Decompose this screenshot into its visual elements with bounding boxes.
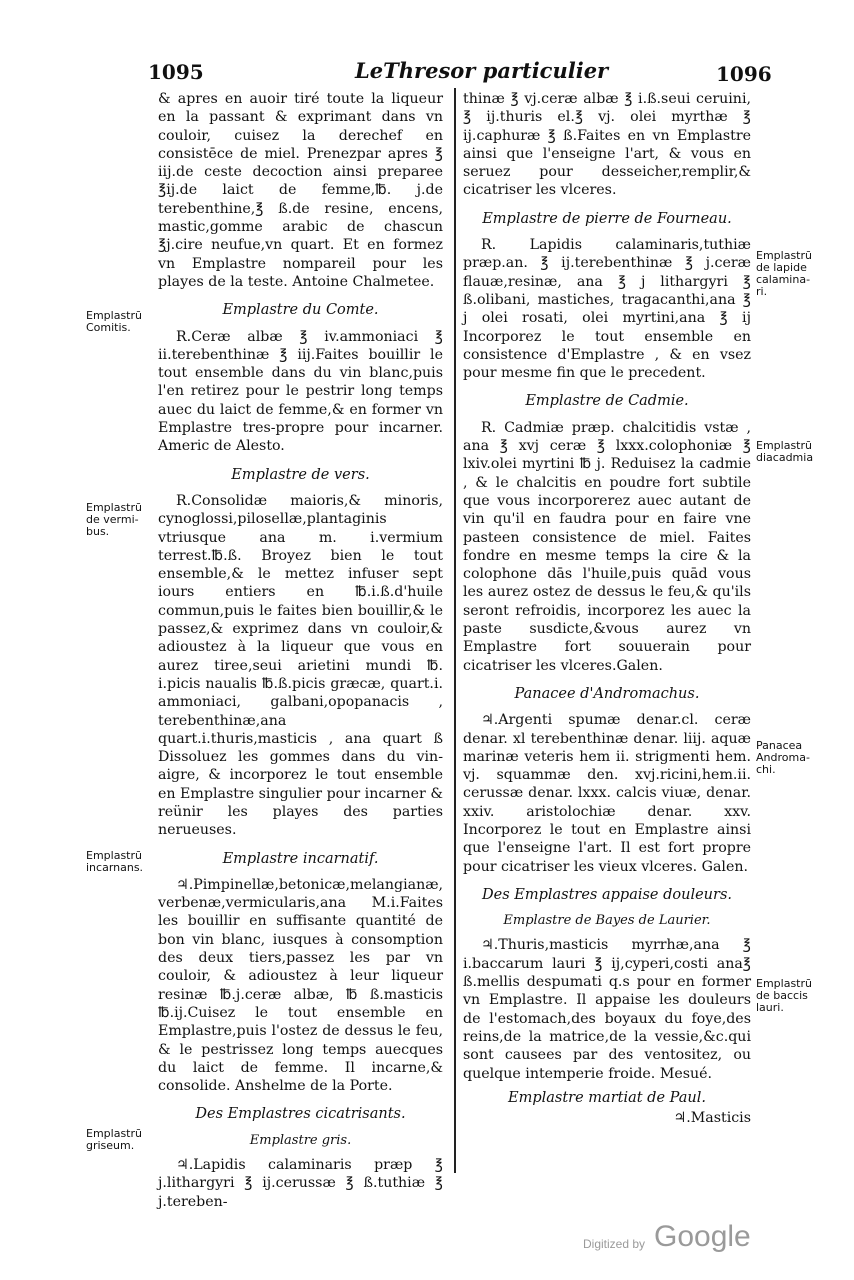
margin-note: Emplastrū de lapide calamina- ri. (756, 249, 812, 298)
section-heading: Panacee d'Andromachus. (514, 685, 700, 702)
section-heading: Emplastre de Cadmie. (525, 393, 689, 410)
margin-note: Emplastrū de baccis lauri. (756, 977, 812, 1014)
margin-note: Panacea Androma- chi. (756, 739, 810, 776)
paragraph: R.Ceræ albæ ℥ iv.ammoniaci ℥ ii.terebenthinæ ℥ iij.Faites bouillir le tout ensemble dans du vin blanc,puis l'en retirez pour le pestrir long temps auec du laict de femme,& en former vn Emplastre tres-propre pour incarner. Americ de Alesto. (158, 328, 443, 455)
margin-note: Emplastrū incarnans. (86, 849, 144, 874)
margin-note: Emplastrū de vermi- bus. (86, 501, 142, 538)
paragraph: ♃.Pimpinellæ,betonicæ,melangianæ, verbenæ,vermicularis,ana M.i.Faites les bouillir en suffisante quantité de bon vin blanc, iusques à consomption des deux tiers,passez les par vn couloir, & adioustez à leur liqueur resinæ ℔.j.ceræ albæ, ℔ ß.masticis ℔.ij.Cuisez le tout ensemble en Emplastre,puis l'ostez de dessus le feu, & le pestrissez long temps auecques du laict de femme. Il incarne,& consolide. Anshelme de la Porte. (158, 876, 444, 1095)
left-column (158, 90, 443, 1211)
section-heading: Emplastre de pierre de Fourneau. (482, 210, 732, 227)
section-heading: Emplastre incarnatif. (222, 850, 379, 867)
margin-note: Emplastrū griseum. (86, 1127, 142, 1152)
section-heading: Emplastre du Comte. (222, 302, 379, 319)
digitized-by-text: Digitized by (583, 1237, 646, 1251)
paragraph: ♃.Lapidis calaminaris præp ℥ j.lithargyri ℥ ij.cerussæ ℥ ß.tuthiæ ℥ j.tereben- (158, 1157, 443, 1210)
paragraph: ♃.Argenti spumæ denar.cl. ceræ denar. xl terebenthinæ denar. liij. aquæ marinæ veteris hem ii. strigmenti hem. vj. squammæ den. xvj.ricini,hem.ii. cerussæ denar. lxxx. calcis viuæ, denar. xxiv. aristolochiæ denar. xxv. Incorporez le tout en Emplastre ainsi que l'enseigne l'art. Il est fort propre pour cicatriser les vieux vlceres. Galen. (463, 712, 751, 875)
subsection-heading: Emplastre de Bayes de Laurier. (503, 913, 711, 929)
paragraph: R. Lapidis calaminaris,tuthiæ præp.an. ℥ ij.terebenthinæ ℥ j.ceræ flauæ,resinæ, ana ℥ j lithargyri ℥ ß.olibani, mastiches, tragacanthi,ana ℥ j olei rosati, olei myrtini,ana ℥ ij Incorporez le tout ensemble en consistence d'Emplastre , & en vsez pour mesme fin que le precedent. (463, 237, 751, 382)
right-column (463, 90, 751, 1127)
paragraph: R.Consolidæ maioris,& minoris, cynoglossi,pilosellæ,plantaginis vtriusque ana m. i.vermium terrest.℔.ß. Broyez bien le tout ensemble,& le mettez infuser sept iours entiers en ℔.i.ß.d'huile commun,puis le faites bien bouillir,& le passez,& exprimez dans vn couloir,& adioustez à la liqueur que vous en aurez tiree,seui arietini mundi ℔. i.picis naualis ℔.ß.picis græcæ, quart.i. ammoniaci, galbani,opopanacis , terebenthinæ,ana quart.i.thuris,masticis , ana quart ß Dissoluez les gommes dans du vin-aigre, & incorporez le tout ensemble en Emplastre singulier pour incarner & reünir les playes des parties nerueuses. (158, 492, 443, 839)
page-number-left: 1095 (148, 60, 204, 84)
subsection-heading: Emplastre gris. (249, 1132, 352, 1148)
column-divider (454, 88, 456, 1173)
paragraph: & apres en auoir tiré toute la liqueur en la passant & exprimant dans vn couloir, cuisez la derechef en consistēce de miel. Prenezpar apres ℥ iij.de ceste decoction ainsi preparee ℥ij.de laict de femme,℔. j.de terebenthine,℥ ß.de resine, encens, mastic,gomme arabic de chascun ℥j.cire neufue,vn quart. Et en formez vn Emplastre nompareil pour les playes de la teste. Antoine Chalmetee. (158, 91, 443, 290)
catchword: ♃.Masticis (673, 1110, 751, 1127)
margin-note: Emplastrū Comitis. (86, 309, 142, 334)
margin-note: Emplastrū diacadmia (756, 439, 814, 464)
section-heading: Emplastre de vers. (231, 466, 370, 483)
page-number-right: 1096 (716, 62, 772, 86)
section-heading: Des Emplastres appaise douleurs. (482, 886, 732, 903)
google-logo: Google (654, 1220, 751, 1253)
running-title: LeThresor particulier (355, 58, 609, 83)
section-heading: Des Emplastres cicatrisants. (195, 1106, 406, 1123)
paragraph: R. Cadmiæ præp. chalcitidis vstæ , ana ℥ xvj ceræ ℥ lxxx.colophoniæ ℥ lxiv.olei myrtini ℔ j. Reduisez la cadmie , & le chalcitis en poudre fort subtile que vous incorporerez auec autant de vin qu'il en faudra pour en faire vne pasteen consistence de miel. Faites fondre en mesme temps la cire & la colophone dās l'huile,puis quād vous les aurez ostez de dessus le feu,& qu'ils seront refroidis, incorporez les auec la paste susdicte,&vous aurez vn Emplastre fort souuerain pour cicatriser les vlceres.Galen. (463, 419, 751, 674)
section-heading: Emplastre martiat de Paul. (508, 1089, 706, 1106)
paragraph: ♃.Thuris,masticis myrrhæ,ana ℥ i.baccarum lauri ℥ ij,cyperi,costi ana℥ ß.mellis despumati q.s pour en former vn Emplastre. Il appaise les douleurs de l'estomach,des boyaux du foye,des reins,de la matrice,de la vessie,&c.qui sont causees par des ventositez, ou quelque intemperie froide. Mesué. (463, 937, 751, 1082)
paragraph: thinæ ℥ vj.ceræ albæ ℥ i.ß.seui ceruini, ℥ ij.thuris el.℥ vj. olei myrthæ ℥ ij.caphuræ ℥ ß.Faites en vn Emplastre ainsi que l'enseigne l'art, & vous en seruez pour desseicher,remplir,& cicatriser les vlceres. (463, 91, 751, 199)
